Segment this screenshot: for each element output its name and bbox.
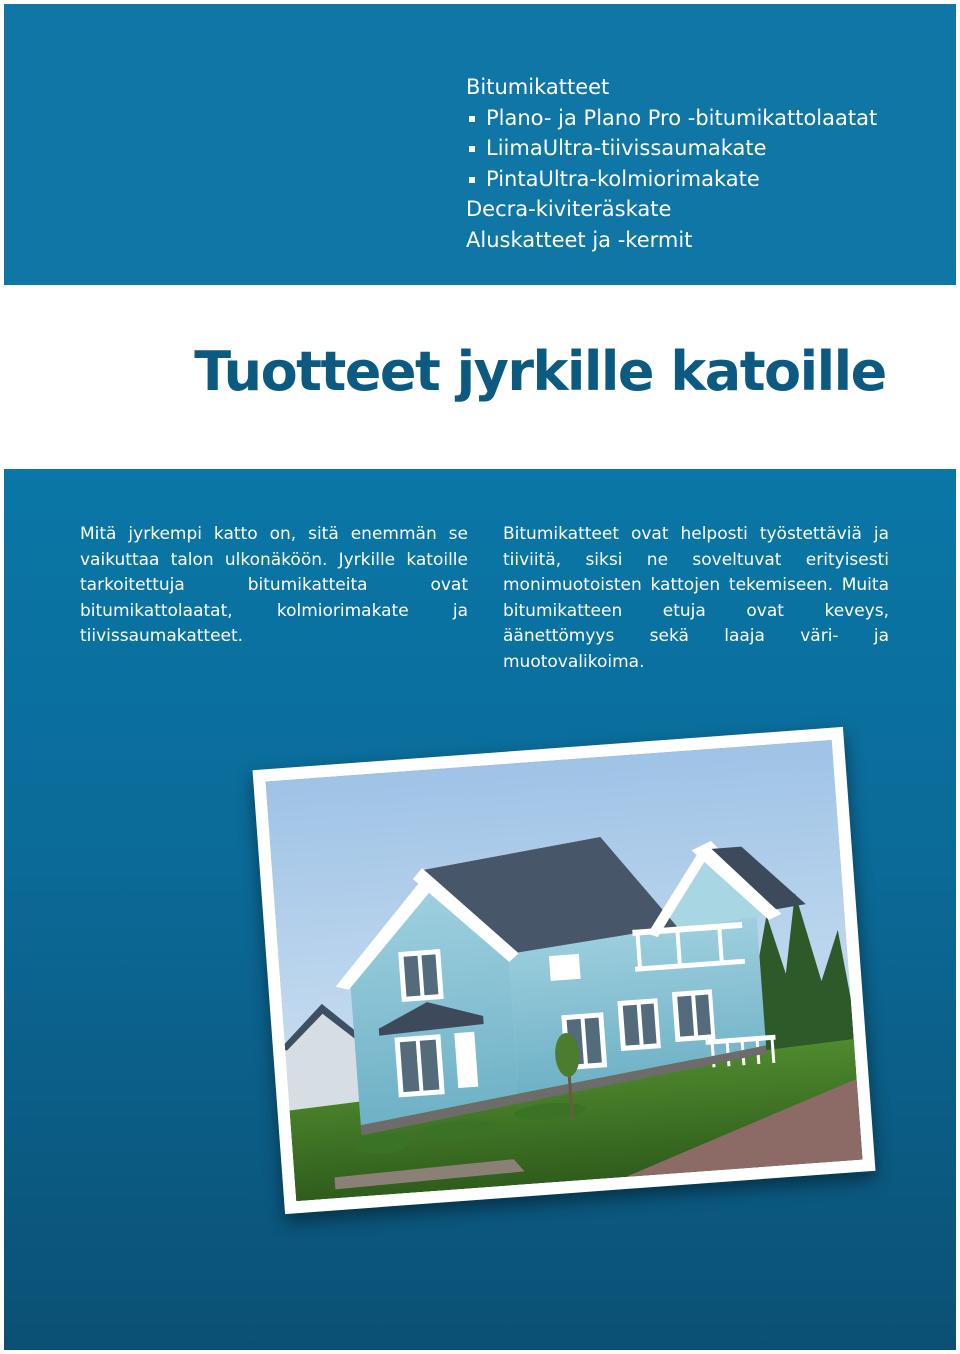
product-list-item: Aluskatteet ja -kermit <box>466 227 693 252</box>
house-photo-frame <box>252 727 875 1214</box>
page-title: Tuotteet jyrkille katoille <box>194 340 886 403</box>
body-text-left: Mitä jyrkempi katto on, sitä enemmän se vaikuttaa talon ulkonäköön. Jyrkille katoille tarkoitettuja bitumikatteita ovat bitumikattolaatat, kolmiorimakate ja tiivissaumakatteet. <box>80 524 468 647</box>
house-illustration <box>265 740 862 1201</box>
product-list-item: Bitumikatteet <box>466 75 610 99</box>
product-list-item: Decra-kiviteräskate <box>466 197 672 221</box>
product-list <box>466 72 877 255</box>
body-text-right: Bitumikatteet ovat helposti työstettäviä ja tiiviitä, siksi ne soveltuvat erityisesti monimuotoisten kattojen tekemiseen. Muita bitumikatteen etuja ovat keveys, äänettömyys sekä laaja väri- ja muotovalikoima. <box>503 524 889 672</box>
product-list-item: LiimaUltra-tiivissaumakate <box>466 133 877 164</box>
house-photo <box>265 740 862 1201</box>
product-list-item: Plano- ja Plano Pro -bitumikattolaatat <box>466 103 877 134</box>
product-list-item: PintaUltra-kolmiorimakate <box>466 164 877 195</box>
